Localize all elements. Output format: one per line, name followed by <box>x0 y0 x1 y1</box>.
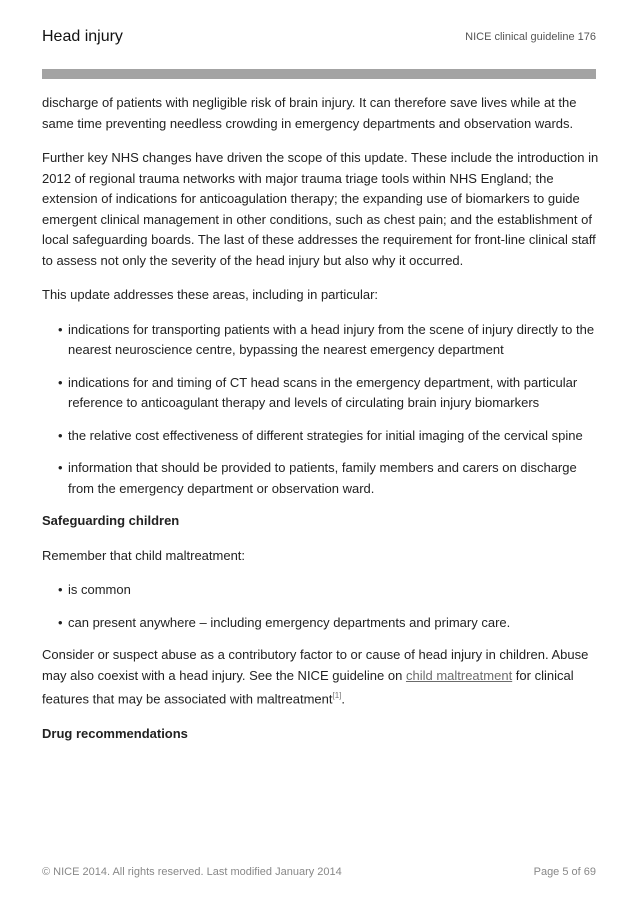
maltreatment-list <box>42 580 602 633</box>
list-item <box>42 426 602 447</box>
list-item-text: the relative cost effectiveness of different strategies for initial imaging of the cervical spine <box>68 427 583 443</box>
bullet-icon: • <box>58 427 63 443</box>
page-number: Page 5 of 69 <box>533 866 596 878</box>
paragraph-update-areas: This update addresses these areas, including in particular: <box>42 287 379 302</box>
paragraph-text: Consider or suspect abuse as a contributory factor to or cause of head injury in children. Abuse may also coexist with a head injury. See the NICE guideline on <box>42 647 589 683</box>
paragraph-discharge: discharge of patients with negligible risk of brain injury. It can therefore save lives while at the same time preventing needless crowding in emergency departments and observation wards. <box>42 95 577 131</box>
header-divider-bar <box>42 69 596 79</box>
page-header <box>42 28 596 48</box>
list-item <box>42 320 602 361</box>
footnote-reference[interactable]: [1] <box>332 691 342 700</box>
document-title: Head injury <box>42 28 123 45</box>
list-item <box>42 373 602 414</box>
child-maltreatment-link[interactable]: child maltreatment <box>405 667 513 683</box>
copyright-notice: © NICE 2014. All rights reserved. Last modified January 2014 <box>42 866 342 878</box>
paragraph-child-maltreatment: Remember that child maltreatment: <box>42 547 246 563</box>
list-item <box>42 580 602 601</box>
bullet-icon: • <box>58 460 63 475</box>
paragraph-text: . <box>341 691 346 707</box>
update-areas-list <box>42 320 602 500</box>
paragraph-nhs-changes: Further key NHS changes have driven the scope of this update. These include the introduction in 2012 of regional trauma networks with major trauma triage tools within NHS England; the extension of indications for anticoagulation therapy; the expanding use of biomarkers to guide emergent clinical management in other conditions, such as chest pain; and the establishment of local safeguarding boards. The last of these addresses the requirement for front-line clinical staff to assess not only the severity of the head injury but also why it occurred. <box>42 150 599 268</box>
list-item-text: indications for and timing of CT head scans in the emergency department, with particular reference to anticoagulant therapy and levels of circulating brain injury biomarkers <box>68 374 578 410</box>
paragraph-suspect-abuse <box>42 645 602 710</box>
list-item-text: is common <box>68 582 131 597</box>
guideline-label: NICE clinical guideline 176 <box>465 31 596 43</box>
list-item-text: can present anywhere – including emergency departments and primary care. <box>68 614 511 630</box>
list-item <box>42 458 602 499</box>
bullet-icon: • <box>58 321 63 337</box>
heading-safeguarding-children: Safeguarding children <box>42 513 180 528</box>
heading-drug-recommendations: Drug recommendations <box>42 725 188 741</box>
bullet-icon: • <box>58 614 63 630</box>
main-content <box>42 93 602 758</box>
list-item-text: indications for transporting patients with a head injury from the scene of injury directly to the nearest neuroscience centre, bypassing the nearest emergency department <box>68 321 595 357</box>
bullet-icon: • <box>58 374 63 390</box>
list-item <box>42 613 602 634</box>
paragraph-text: for clinical features that may be associated with maltreatment <box>42 667 574 707</box>
list-item-text: information that should be provided to patients, family members and carers on discharge from the emergency department or observation ward. <box>68 460 577 496</box>
bullet-icon: • <box>58 582 63 597</box>
